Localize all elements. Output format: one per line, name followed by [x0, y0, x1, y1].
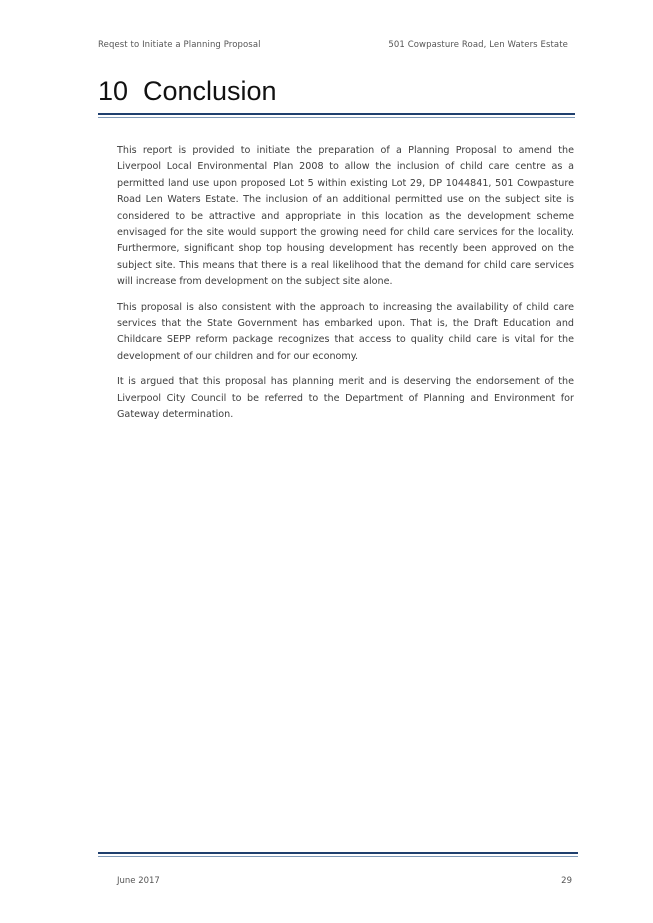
footer-rule-thin: [98, 856, 578, 857]
footer-date: June 2017: [117, 876, 160, 886]
footer-rule: [98, 852, 578, 854]
chapter-number: 10: [98, 76, 129, 106]
body-text: [117, 143, 574, 433]
header-document-title: Reqest to Initiate a Planning Proposal: [98, 40, 261, 50]
paragraph-2: This proposal is also consistent with the approach to increasing the availability of child care services that the State Government has embarked upon. That is, the Draft Education and Childcare SEPP reform package recognizes that access to quality child care is vital for the development of our children and for our economy.: [117, 301, 574, 362]
header-site-address: 501 Cowpasture Road, Len Waters Estate: [388, 40, 568, 50]
paragraph-1: This report is provided to initiate the preparation of a Planning Proposal to amend the Liverpool Local Environmental Plan 2008 to allow the inclusion of child care centre as a permitted land use upon proposed Lot 5 within existing Lot 29, DP 1044841, 501 Cowpasture Road Len Waters Estate. The inclusion of an additional permitted use on the subject site is considered to be attractive and appropriate in this location as the development scheme envisaged for the site would support the growing need for child care services for the locality. Furthermore, significant shop top housing development has recently been approved on the subject site. This means that there is a real likelihood that the demand for child care services will increase from development on the subject site alone.: [117, 145, 574, 288]
paragraph-3: It is argued that this proposal has planning merit and is deserving the endorsement of the Liverpool City Council to be referred to the Department of Planning and Environment for Gateway determination.: [117, 376, 574, 421]
chapter-heading: [98, 76, 578, 114]
running-header: [98, 40, 568, 54]
page-footer: [117, 876, 572, 890]
heading-rule-thin: [98, 117, 575, 118]
page-number: 29: [561, 876, 572, 886]
chapter-title: Conclusion: [143, 76, 277, 106]
heading-rule: [98, 113, 575, 115]
